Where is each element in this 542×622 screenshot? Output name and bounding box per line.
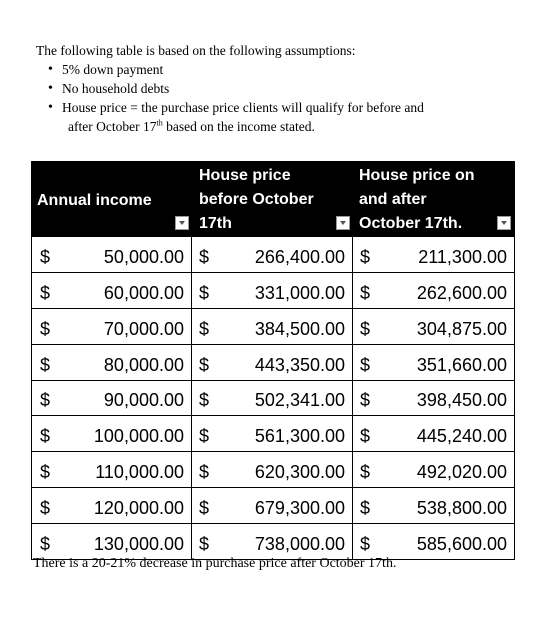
- footer-note: There is a 20-21% decrease in purchase price after October 17th.: [33, 556, 397, 571]
- cell-value: 738,000.00: [254, 534, 345, 555]
- table-cell: [192, 524, 353, 559]
- currency-symbol: $: [40, 246, 51, 267]
- table-cell: [32, 452, 192, 487]
- cell-value: 585,600.00: [416, 534, 507, 555]
- cell-value: 445,240.00: [416, 426, 507, 447]
- table-row: [31, 273, 515, 309]
- table-row: [31, 381, 515, 417]
- table-cell: [353, 488, 514, 523]
- header-label-line: and after: [359, 191, 427, 208]
- table-cell: [192, 309, 353, 344]
- currency-symbol: $: [360, 426, 371, 447]
- table-cell: [192, 488, 353, 523]
- table-cell: [32, 381, 192, 416]
- cell-value: 351,660.00: [416, 354, 507, 375]
- currency-symbol: $: [40, 354, 51, 375]
- house-price-table: [31, 161, 515, 560]
- cell-value: 90,000.00: [103, 390, 184, 411]
- assumption-item: • House price = the purchase price clients will qualify for before and: [36, 98, 516, 117]
- table-cell: [32, 524, 192, 559]
- cell-value: 620,300.00: [254, 462, 345, 483]
- table-row: [31, 524, 515, 560]
- currency-symbol: $: [199, 282, 210, 303]
- table-body: [31, 237, 515, 560]
- currency-symbol: $: [360, 354, 371, 375]
- table-cell: [32, 309, 192, 344]
- currency-symbol: $: [360, 318, 371, 339]
- cell-value: 398,450.00: [416, 390, 507, 411]
- currency-symbol: $: [199, 498, 210, 519]
- table-row: [31, 345, 515, 381]
- table-cell: [192, 237, 353, 272]
- ordinal-suffix: th: [156, 118, 163, 128]
- table-row: [31, 309, 515, 345]
- cell-value: 561,300.00: [254, 426, 345, 447]
- currency-symbol: $: [40, 426, 51, 447]
- currency-symbol: $: [199, 462, 210, 483]
- table-cell: [353, 524, 514, 559]
- cell-value: 443,350.00: [254, 354, 345, 375]
- table-cell: [353, 416, 514, 451]
- currency-symbol: $: [360, 282, 371, 303]
- currency-symbol: $: [40, 282, 51, 303]
- table-cell: [353, 345, 514, 380]
- table-cell: [32, 488, 192, 523]
- header-label-line: October 17th.: [359, 215, 463, 232]
- table-cell: [32, 237, 192, 272]
- assumption-text: based on the income stated.: [162, 119, 315, 134]
- table-row: [31, 452, 515, 488]
- cell-value: 331,000.00: [254, 282, 345, 303]
- header-annual-income: [31, 161, 192, 237]
- table-cell: [192, 273, 353, 308]
- cell-value: 492,020.00: [416, 462, 507, 483]
- assumption-item: • 5% down payment: [36, 60, 516, 79]
- cell-value: 130,000.00: [93, 534, 184, 555]
- cell-value: 50,000.00: [103, 246, 184, 267]
- assumptions-block: [36, 41, 516, 136]
- header-label-line: House price: [199, 167, 291, 184]
- table-cell: [353, 273, 514, 308]
- table-cell: [353, 309, 514, 344]
- table-cell: [32, 273, 192, 308]
- currency-symbol: $: [40, 498, 51, 519]
- assumption-text: after October 17: [68, 119, 157, 134]
- table-cell: [192, 452, 353, 487]
- cell-value: 384,500.00: [254, 318, 345, 339]
- assumption-item-continued: [36, 117, 516, 136]
- table-cell: [192, 416, 353, 451]
- currency-symbol: $: [360, 534, 371, 555]
- table-cell: [353, 381, 514, 416]
- assumptions-list: [36, 60, 516, 136]
- cell-value: 100,000.00: [93, 426, 184, 447]
- cell-value: 70,000.00: [103, 318, 184, 339]
- table-cell: [32, 345, 192, 380]
- cell-value: 211,300.00: [418, 246, 507, 267]
- currency-symbol: $: [40, 534, 51, 555]
- header-price-after: [353, 161, 515, 237]
- currency-symbol: $: [40, 318, 51, 339]
- filter-dropdown-icon[interactable]: [497, 216, 511, 230]
- cell-value: 60,000.00: [103, 282, 184, 303]
- cell-value: 266,400.00: [254, 246, 345, 267]
- cell-value: 304,875.00: [416, 318, 507, 339]
- currency-symbol: $: [40, 462, 51, 483]
- table-row: [31, 237, 515, 273]
- table-cell: [353, 452, 514, 487]
- currency-symbol: $: [199, 318, 210, 339]
- cell-value: 110,000.00: [95, 462, 184, 483]
- cell-value: 679,300.00: [254, 498, 345, 519]
- cell-value: 120,000.00: [93, 498, 184, 519]
- cell-value: 262,600.00: [416, 282, 507, 303]
- currency-symbol: $: [199, 390, 210, 411]
- currency-symbol: $: [360, 498, 371, 519]
- filter-dropdown-icon[interactable]: [336, 216, 350, 230]
- header-label-line: before October: [199, 191, 314, 208]
- cell-value: 502,341.00: [254, 390, 345, 411]
- header-label-line: House price on: [359, 167, 475, 184]
- currency-symbol: $: [199, 354, 210, 375]
- filter-dropdown-icon[interactable]: [175, 216, 189, 230]
- table-cell: [32, 416, 192, 451]
- table-row: [31, 488, 515, 524]
- table-cell: [353, 237, 514, 272]
- currency-symbol: $: [360, 462, 371, 483]
- cell-value: 538,800.00: [416, 498, 507, 519]
- cell-value: 80,000.00: [103, 354, 184, 375]
- assumptions-lead: The following table is based on the following assumptions:: [36, 43, 356, 58]
- currency-symbol: $: [360, 246, 371, 267]
- assumption-item: • No household debts: [36, 79, 516, 98]
- header-label: Annual income: [37, 191, 152, 209]
- currency-symbol: $: [360, 390, 371, 411]
- currency-symbol: $: [40, 390, 51, 411]
- table-header-row: [31, 161, 515, 237]
- currency-symbol: $: [199, 246, 210, 267]
- currency-symbol: $: [199, 426, 210, 447]
- table-row: [31, 416, 515, 452]
- header-price-before: [192, 161, 353, 237]
- table-cell: [192, 345, 353, 380]
- table-cell: [192, 381, 353, 416]
- header-label-line: 17th: [199, 215, 232, 232]
- currency-symbol: $: [199, 534, 210, 555]
